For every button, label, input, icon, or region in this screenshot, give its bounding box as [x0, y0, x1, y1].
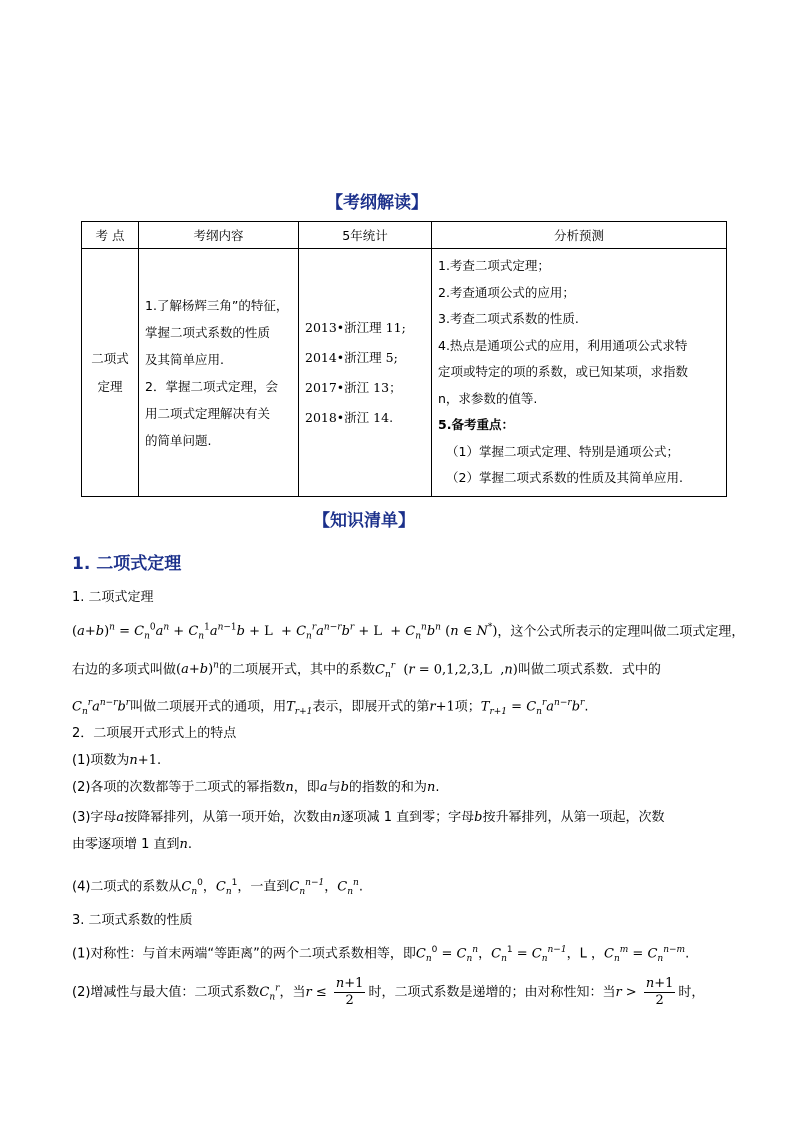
header-content: 考纲内容	[139, 222, 299, 249]
focus-item: （1）掌握二项式定理、特别是通项公式；	[446, 443, 679, 459]
analysis-line: n，求参数的值等.	[438, 390, 538, 406]
table-header-row	[82, 222, 727, 249]
header-analysis: 分析预测	[432, 222, 727, 249]
analysis-line: 4.热点是通项公式的应用，利用通项公式求特	[438, 337, 688, 353]
s3-item2: (2)增减性与最大值：二项式系数$C_n^r$，当r ≤ $\frac{n+1}{2}$ 时，二项式系数是递增的；由对称性知：当r > $\frac{n+1}{2}$ 时，	[72, 976, 705, 1008]
text-run: 叫做二项式系数．式中的	[517, 662, 661, 678]
stats-line: 2017•浙江 13；	[305, 379, 402, 395]
text-run: (4)二项式的系数从	[72, 879, 182, 895]
s2-item3-line2: 由零逐项增 1 直到n.	[72, 837, 193, 852]
content-line: 的简单问题.	[145, 432, 212, 448]
content-line: 及其简单应用.	[145, 351, 224, 367]
text-run: 按升幂排列，从第一项起，次数	[482, 810, 665, 825]
fraction: $\frac{n+1}{2}$	[645, 976, 674, 1008]
text-run: ，即	[293, 780, 320, 795]
text-run: (3)字母	[72, 810, 117, 825]
outline-table	[81, 221, 727, 497]
stats-line: 2013•浙江理 11;	[305, 319, 406, 335]
text-run: (1)对称性：与首末两端“等距离”的两个二项式系数相等，即	[72, 946, 416, 962]
cell-content	[139, 249, 299, 497]
point-line: 二项式	[91, 350, 129, 366]
s3-title: 3. 二项式系数的性质	[72, 913, 193, 928]
outline-section-title: 【考纲解读】	[326, 193, 428, 213]
stats-line: 2014•浙江理 5;	[305, 349, 398, 365]
fraction: $\frac{n+1}{2}$	[335, 976, 364, 1008]
text-run: 的指数的和为	[348, 780, 427, 795]
text-run: 表示，即展开式的第	[312, 699, 430, 715]
content-line: 1.了解杨辉三角”的特征，	[145, 297, 289, 313]
s2-item4: (4)二项式的系数从$C_n^0$，$C_n^1$，一直到$C_n^{n-1}$，$C_n^n$.	[72, 878, 363, 897]
text-run: 由零逐项增 1 直到	[72, 837, 180, 852]
s2-item2: (2)各项的次数都等于二项式的幂指数n，即a与b的指数的和为n.	[72, 780, 440, 795]
s2-item3-line1: (3)字母a按降幂排列，从第一项开始，次数由n逐项减 1 直到零；字母b按升幂排列，从第一项起，次数	[72, 810, 665, 825]
text-run: 时，	[678, 985, 705, 1000]
text-run: 的二项展开式，其中的系数	[218, 662, 375, 678]
analysis-line: 1.考查二项式定理；	[438, 258, 550, 274]
knowledge-section-title: 【知识清单】	[313, 511, 415, 531]
text-run: 时，二项式系数是递增的；由对称性知：当	[368, 985, 616, 1000]
text-run: (2)增减性与最大值：二项式系数	[72, 985, 260, 1000]
header-point: 考 点	[82, 222, 139, 249]
cell-stats	[299, 249, 432, 497]
text-run: 叫做二项展开式的通项，用	[130, 699, 287, 715]
stats-line: 2018•浙江 14.	[305, 409, 394, 425]
text-run: ，一直到	[237, 879, 290, 895]
point-line: 定理	[97, 378, 123, 394]
text-run: 项；	[454, 699, 481, 715]
content-line: 2．掌握二项式定理，会	[145, 378, 278, 394]
content-line: 掌握二项式系数的性质	[145, 324, 271, 340]
text-run: 右边的多项式叫做	[72, 662, 177, 678]
table-row	[82, 249, 727, 497]
text-run: (1)项数为	[72, 753, 130, 768]
focus-title: 5.备考重点：	[438, 417, 514, 433]
s1-formula-line	[72, 618, 744, 647]
text-run: 逐项减 1 直到零；字母	[340, 810, 475, 825]
analysis-line: 2.考查通项公式的应用；	[438, 284, 575, 300]
text-run: 按降幂排列，从第一项开始，次数由	[124, 810, 333, 825]
s1-formula-tail: ，这个公式所表示的定理叫做二项式定理，	[497, 624, 745, 640]
text-run: (2)各项的次数都等于二项式的幂指数	[72, 780, 286, 795]
focus-item: （2）掌握二项式系数的性质及其简单应用.	[446, 470, 683, 486]
analysis-line: 定项或特定的项的系数，或已知某项，求指数	[438, 364, 689, 380]
binomial-formula: $(a+b)^n = C_n^0a^n + C_n^1a^{n-1}b + L + C_n^ra^{n-r}b^r + L + C_n^nb^n$ (n ∈ N*)	[72, 623, 498, 642]
text-run: ，当	[279, 985, 306, 1000]
s1-title: 1. 二项式定理	[72, 590, 154, 605]
s2-title: 2．二项展开式形式上的特点	[72, 726, 237, 741]
header-stats: 5年统计	[299, 222, 432, 249]
s3-item1: (1)对称性：与首末两端“等距离”的两个二项式系数相等，即$C_n^0 = C_n^n$，$C_n^1 = C_n^{n-1}$，L ，$C_n^m = C_n^{n-m}$.	[72, 945, 690, 964]
s1-line3: $C_n^ra^{n-r}b^r$叫做二项展开式的通项，用$T_{r+1}$表示，即展开式的第r+1项；$T_{r+1} = C_n^ra^{n-r}b^r$.	[72, 698, 589, 717]
cell-analysis	[432, 249, 727, 497]
s2-item1: (1)项数为n+1.	[72, 753, 162, 768]
cell-point	[82, 249, 139, 497]
s1-line2: 右边的多项式叫做$(a+b)^n$的二项展开式，其中的系数$C_n^r$ (r = 0,1,2,3,L ,n)叫做二项式系数．式中的	[72, 661, 661, 680]
heading-binomial-theorem: 1. 二项式定理	[72, 554, 182, 574]
text-run: 与	[327, 780, 341, 795]
content-line: 用二项式定理解决有关	[145, 405, 271, 421]
analysis-line: 3.考查二项式系数的性质.	[438, 311, 579, 327]
